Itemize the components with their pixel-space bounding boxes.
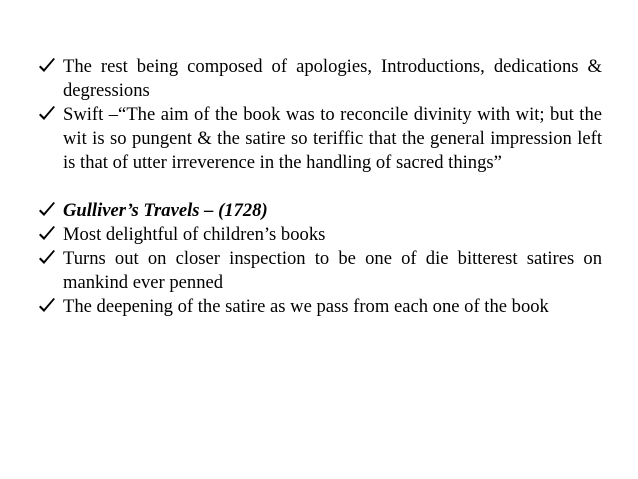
bullet-text: The rest being composed of apologies, Introductions, dedications & degressions <box>63 56 602 101</box>
bullet-text: Swift –“The aim of the book was to reconcile divinity with wit; but the wit is so pungent & the satire so teriffic that the general impression left is that of utter irreverence in the handling of sacred things” <box>63 104 602 173</box>
checkmark-icon <box>37 104 57 124</box>
checkmark-icon <box>37 296 57 316</box>
checkmark-icon <box>37 56 57 76</box>
bullet-text: Turns out on closer inspection to be one of die bitterest satires on mankind ever penned <box>63 248 602 293</box>
bullet-item <box>36 55 602 103</box>
checkmark-icon <box>37 200 57 220</box>
checkmark-icon <box>37 248 57 268</box>
bullet-item <box>36 247 602 295</box>
bullet-item <box>36 103 602 175</box>
bullet-text: The deepening of the satire as we pass from each one of the book <box>63 296 549 317</box>
bullet-item <box>36 223 602 247</box>
spacer <box>36 175 602 199</box>
bullet-item <box>36 295 602 319</box>
bullet-text: Most delightful of children’s books <box>63 224 326 245</box>
bullet-item-book-title <box>36 199 602 223</box>
checkmark-icon <box>37 224 57 244</box>
bullet-text: Gulliver’s Travels – (1728) <box>63 200 268 221</box>
bullet-list <box>36 55 602 319</box>
